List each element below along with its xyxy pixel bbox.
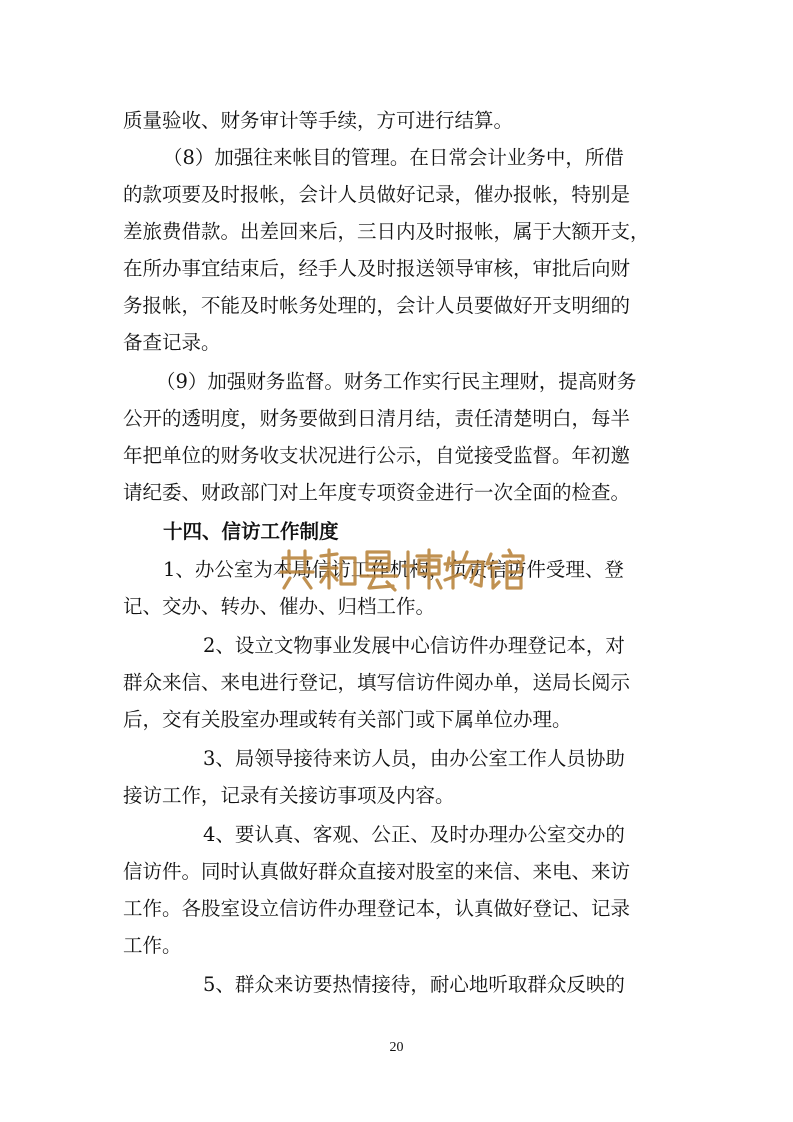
text-line-24: 5、群众来访要热情接待，耐心地听取群众反映的 (203, 973, 625, 996)
text-line-22: 工作。各股室设立信访件办理登记本，认真做好登记、记录 (123, 897, 631, 920)
text-line-16: 群众来信、来电进行登记，填写信访件阅办单，送局长阅示 (123, 671, 631, 694)
text-line-6: 务报帐，不能及时帐务处理的，会计人员要做好开支明细的 (123, 294, 631, 317)
text-line-14: 记、交办、转办、催办、归档工作。 (123, 595, 436, 618)
text-line-4: 差旅费借款。出差回来后，三日内及时报帐，属于大额开支， (123, 220, 650, 243)
text-line-3: 的款项要及时报帐，会计人员做好记录，催办报帐，特别是 (123, 183, 631, 206)
text-line-17: 后，交有关股室办理或转有关部门或下属单位办理。 (123, 708, 572, 731)
text-line-13: 1、办公室为本局信访工作机构，负责信访件受理、登 (163, 558, 624, 581)
text-line-9: 公开的透明度，财务要做到日清月结，责任清楚明白，每半 (123, 407, 631, 430)
text-line-10: 年把单位的财务收支状况进行公示，自觉接受监督。年初邀 (123, 444, 631, 467)
text-line-15: 2、设立文物事业发展中心信访件办理登记本，对 (203, 634, 625, 657)
text-line-2: （8）加强往来帐目的管理。在日常会计业务中，所借 (163, 146, 624, 169)
text-line-20: 4、要认真、客观、公正、及时办理办公室交办的 (203, 823, 625, 846)
text-line-5: 在所办事宜结束后，经手人及时报送领导审核，审批后向财 (123, 257, 631, 280)
text-line-21: 信访件。同时认真做好群众直接对股室的来信、来电、来访 (123, 860, 631, 883)
text-line-8: （9）加强财务监督。财务工作实行民主理财，提高财务 (156, 370, 637, 393)
text-line-1: 质量验收、财务审计等手续，方可进行结算。 (123, 109, 514, 132)
section-heading: 十四、信访工作制度 (163, 520, 339, 543)
text-line-7: 备查记录。 (123, 331, 221, 354)
text-line-11: 请纪委、财政部门对上年度专项资金进行一次全面的检查。 (123, 481, 631, 504)
text-line-23: 工作。 (123, 934, 182, 957)
museum-watermark-stamp (277, 546, 527, 592)
page-number: 20 (389, 1040, 404, 1055)
text-line-18: 3、局领导接待来访人员，由办公室工作人员协助 (203, 747, 625, 770)
text-line-19: 接访工作，记录有关接访事项及内容。 (123, 784, 455, 807)
